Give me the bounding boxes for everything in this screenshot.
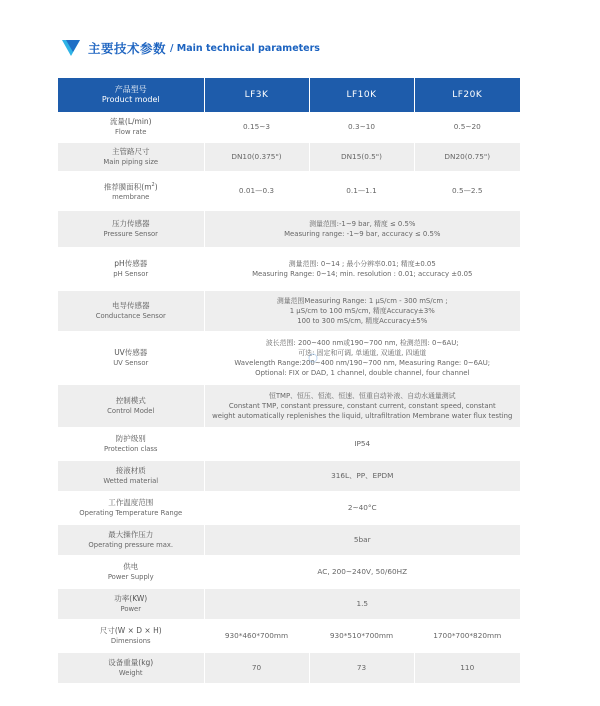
row-label-control-model: 控制模式 Control Model [58, 384, 204, 428]
row-label-operating-temperature: 工作温度范围 Operating Temperature Range [58, 492, 204, 524]
table-row [58, 210, 520, 248]
table-row [58, 248, 520, 290]
cell-value: 波长范围: 200~400 nm或190~700 nm, 检测范围: 0~6AU; 可选: 固定和可调, 单通道, 双通道, 四通道 Wavelength Range:200~400 nm/190~700 nm, Measuring Range: 0~6AU; Optional: FIX or DAD, 1 channel, double channel, four channel [204, 332, 520, 384]
cell-value: 930*510*700mm [309, 620, 414, 652]
row-label-uv-sensor: UV传感器 UV Sensor [58, 332, 204, 384]
row-label-dimensions: 尺寸(W × D × H) Dimensions [58, 620, 204, 652]
cell-value: 0.1—1.1 [309, 172, 414, 210]
cell-value: 930*460*700mm [204, 620, 309, 652]
row-label-conductance-sensor: 电导传感器 Conductance Sensor [58, 290, 204, 332]
row-label-flow-rate: 流量(L/min) Flow rate [58, 112, 204, 142]
row-label-wetted-material: 接液材质 Wetted material [58, 460, 204, 492]
cell-value: 1.5 [204, 588, 520, 620]
cell-value: 70 [204, 652, 309, 684]
cell-value: 0.3~10 [309, 112, 414, 142]
row-label-main-piping-size: 主管路尺寸 Main piping size [58, 142, 204, 172]
table-row [58, 172, 520, 210]
table-row [58, 332, 520, 384]
table-row [58, 556, 520, 588]
section-title: 主要技术参数 [88, 41, 167, 56]
cell-value: 0.01—0.3 [204, 172, 309, 210]
row-label-membrane: 推荐膜面积$(m^2)$ membrane [58, 172, 204, 210]
row-label-ph-sensor: pH传感器 pH Sensor [58, 248, 204, 290]
header-model-lf20k: LF20K [414, 78, 520, 112]
table-header-row [58, 78, 520, 112]
row-label-operating-pressure-max: 最大操作压力 Operating pressure max. [58, 524, 204, 556]
row-label-power-supply: 供电 Power Supply [58, 556, 204, 588]
section-header [62, 37, 320, 59]
cell-value: 测量范围Measuring Range: 1 μS/cm - 300 mS/cm ; 1 μS/cm to 100 mS/cm, 精度Accuracy±3% 100 to 300 mS/cm, 精度Accuracy±5% [204, 290, 520, 332]
cell-value: 0.5—2.5 [414, 172, 520, 210]
row-label-pressure-sensor: 压力传感器 Pressure Sensor [58, 210, 204, 248]
watermark-icon [308, 353, 318, 363]
cell-value: IP54 [204, 428, 520, 460]
table-row [58, 290, 520, 332]
cell-value: 316L、PP、EPDM [204, 460, 520, 492]
table-row [58, 112, 520, 142]
cell-value: 73 [309, 652, 414, 684]
table-row [58, 524, 520, 556]
table-row [58, 588, 520, 620]
header-product-model: 产品型号 Product model [58, 78, 204, 112]
table-row [58, 428, 520, 460]
cell-value: DN10(0.375") [204, 142, 309, 172]
header-model-lf10k: LF10K [309, 78, 414, 112]
table-row [58, 460, 520, 492]
cell-value: 测量范围: 0~14 ; 最小分辨率0.01; 精度±0.05 Measuring Range: 0~14; min. resolution : 0.01; accuracy ±0.05 [204, 248, 520, 290]
table-row [58, 142, 520, 172]
cell-value: AC, 200~240V, 50/60HZ [204, 556, 520, 588]
cell-value: DN20(0.75") [414, 142, 520, 172]
cell-value: 0.5~20 [414, 112, 520, 142]
row-label-protection-class: 防护级别 Protection class [58, 428, 204, 460]
cell-value: 测量范围:-1~9 bar, 精度 ≤ 0.5% Measuring range: -1~9 bar, accuracy ≤ 0.5% [204, 210, 520, 248]
parameters-table [58, 78, 520, 685]
cell-value: 1700*700*820mm [414, 620, 520, 652]
cell-value: 110 [414, 652, 520, 684]
cell-value: DN15(0.5") [309, 142, 414, 172]
cell-value: 2~40°C [204, 492, 520, 524]
header-model-lf3k: LF3K [204, 78, 309, 112]
cell-value: 恒TMP、恒压、恒流、恒速、恒重自动补液、自动水通量测试 Constant TMP, constant pressure, constant current, constant speed, constant weight automatically replenishes the liquid, ultrafiltration Membrane water flux testing [204, 384, 520, 428]
table-row [58, 620, 520, 652]
table-row [58, 384, 520, 428]
row-label-weight: 设备重量(kg) Weight [58, 652, 204, 684]
triangle-logo-icon [62, 39, 80, 57]
cell-value: 0.15~3 [204, 112, 309, 142]
cell-value: 5bar [204, 524, 520, 556]
section-subtitle: / Main technical parameters [170, 42, 320, 54]
table-row [58, 492, 520, 524]
row-label-power: 功率(KW) Power [58, 588, 204, 620]
table-row [58, 652, 520, 684]
